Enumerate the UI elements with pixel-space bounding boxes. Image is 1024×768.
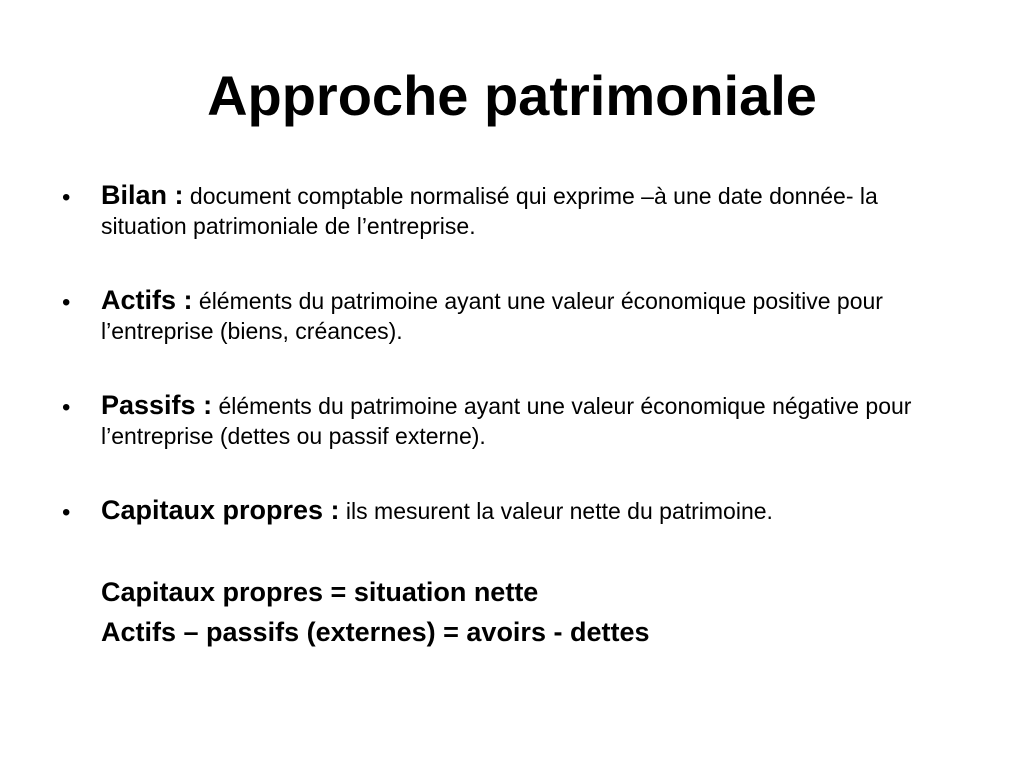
bullet-text: éléments du patrimoine ayant une valeur économique positive pour l’entreprise (biens, créances). [101,288,883,344]
bullet-term: Bilan : [101,180,184,210]
bullet-term: Actifs : [101,285,193,315]
formula-block [101,572,962,652]
bullet-item-capitaux-propres [62,495,962,652]
bullet-list [62,180,962,652]
bullet-term: Capitaux propres : [101,495,340,525]
bullet-icon: • [62,394,71,421]
bullet-text: ils mesurent la valeur nette du patrimoine. [339,498,773,524]
bullet-item-bilan [62,180,962,241]
bullet-icon: • [62,499,71,526]
bullet-term: Passifs : [101,390,213,420]
formula-line-actifs-passifs: Actifs – passifs (externes) = avoirs - dettes [101,617,650,647]
bullet-text: éléments du patrimoine ayant une valeur économique négative pour l’entreprise (dettes ou passif externe). [101,393,912,449]
bullet-item-actifs [62,285,962,346]
bullet-text: document comptable normalisé qui exprime –à une date donnée- la situation patrimoniale de l’entreprise. [101,183,878,239]
bullet-icon: • [62,184,71,211]
bullet-icon: • [62,289,71,316]
bullet-item-passifs [62,390,962,451]
formula-line-situation-nette: Capitaux propres = situation nette [101,577,539,607]
slide-title: Approche patrimoniale [207,64,817,127]
